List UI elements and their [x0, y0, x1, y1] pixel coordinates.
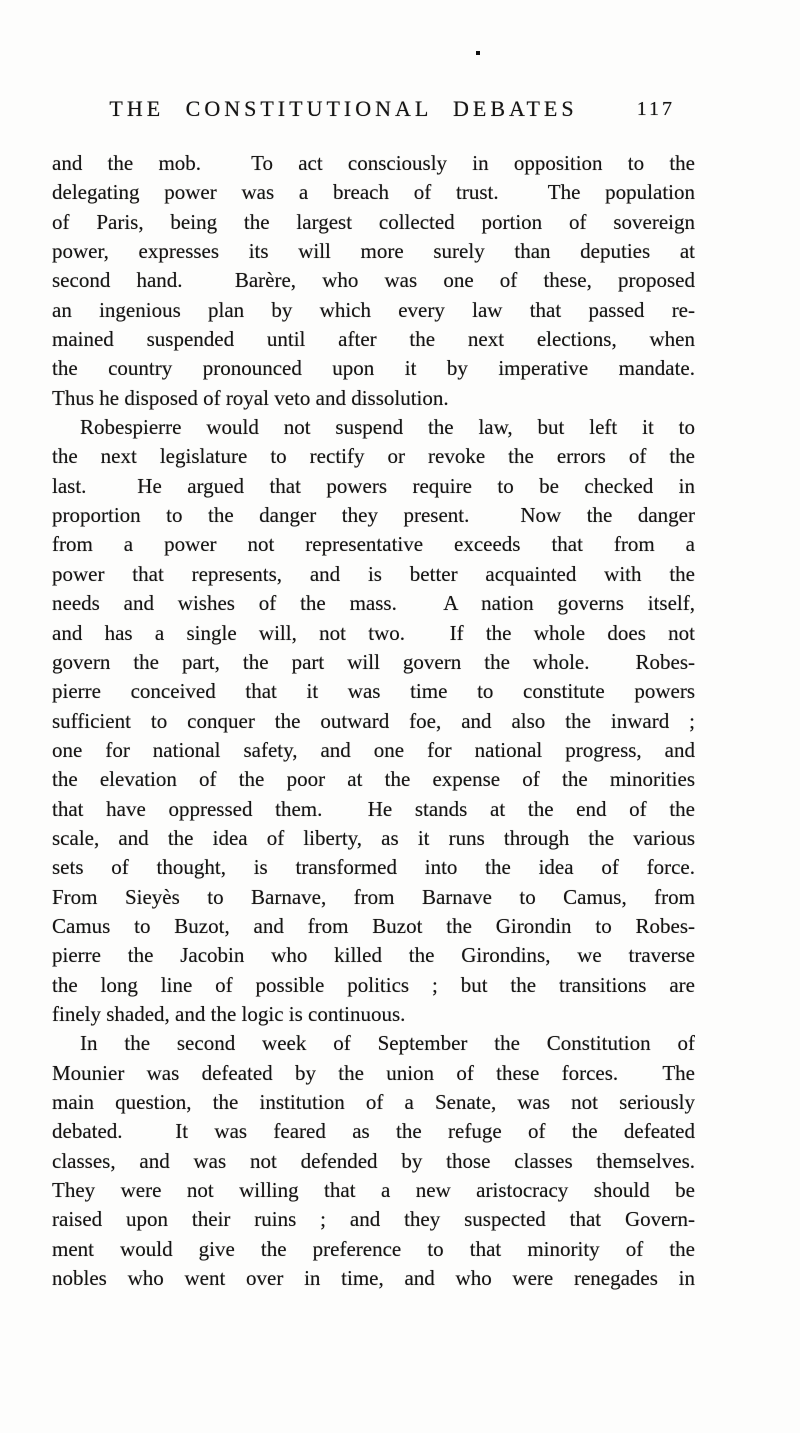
text-line: Robespierre would not suspend the law, but left it to [80, 415, 695, 440]
paragraph [52, 413, 695, 1029]
text-line: classes, and was not defended by those classes themselves. [52, 1148, 695, 1173]
text-line: pierre the Jacobin who killed the Girondins, we traverse [52, 943, 695, 968]
text-line: Camus to Buzot, and from Buzot the Girondin to Robes- [52, 913, 695, 938]
text-line: one for national safety, and one for national progress, and [52, 737, 695, 762]
text-line: last. He argued that powers require to be checked in [52, 473, 695, 498]
text-line: In the second week of September the Constitution of [80, 1031, 695, 1056]
text-line: scale, and the idea of liberty, as it runs through the various [52, 825, 695, 850]
paragraph [52, 1029, 695, 1293]
text-line: proportion to the danger they present. Now the danger [52, 503, 695, 528]
text-line: Mounier was defeated by the union of these forces. The [52, 1060, 695, 1085]
text-line: and has a single will, not two. If the whole does not [52, 620, 695, 645]
text-line: sets of thought, is transformed into the idea of force. [52, 855, 695, 880]
text-line: the elevation of the poor at the expense of the minorities [52, 767, 695, 792]
text-block [52, 149, 695, 1293]
running-head [52, 96, 695, 126]
text-line: an ingenious plan by which every law that passed re- [52, 297, 695, 322]
text-line: from a power not representative exceeds that from a [52, 532, 695, 557]
text-line: ment would give the preference to that minority of the [52, 1236, 695, 1261]
text-line: raised upon their ruins ; and they suspected that Govern- [52, 1207, 695, 1232]
ink-speck [476, 51, 480, 55]
text-line: that have oppressed them. He stands at the end of the [52, 796, 695, 821]
text-line: and the mob. To act consciously in opposition to the [52, 151, 695, 175]
text-line: debated. It was feared as the refuge of the defeated [52, 1119, 695, 1144]
text-line: sufficient to conquer the outward foe, and also the inward ; [52, 708, 695, 733]
text-line: mained suspended until after the next elections, when [52, 327, 695, 352]
text-line: the long line of possible politics ; but the transitions are [52, 972, 695, 997]
page-title: THE CONSTITUTIONAL DEBATES [109, 96, 578, 121]
text-line: They were not willing that a new aristocracy should be [52, 1178, 695, 1203]
text-line: power that represents, and is better acquainted with the [52, 561, 695, 586]
text-line: the next legislature to rectify or revoke the errors of the [52, 444, 695, 469]
page-number: 117 [636, 98, 675, 120]
text-line: nobles who went over in time, and who were renegades in [52, 1266, 695, 1291]
text-line: pierre conceived that it was time to constitute powers [52, 679, 695, 704]
text-line: main question, the institution of a Senate, was not seriously [52, 1090, 695, 1114]
text-line: second hand. Barère, who was one of these, proposed [52, 268, 695, 293]
text-line: Thus he disposed of royal veto and dissolution. [52, 385, 449, 410]
paragraph [52, 149, 695, 413]
text-line: power, expresses its will more surely than deputies at [52, 239, 695, 264]
text-line: From Sieyès to Barnave, from Barnave to Camus, from [52, 884, 695, 909]
text-line: finely shaded, and the logic is continuous. [52, 1001, 406, 1026]
text-line: the country pronounced upon it by imperative mandate. [52, 356, 695, 381]
text-line: delegating power was a breach of trust. The population [52, 180, 695, 205]
text-line: govern the part, the part will govern the whole. Robes- [52, 649, 695, 674]
text-line: needs and wishes of the mass. A nation governs itself, [52, 591, 695, 616]
text-line: of Paris, being the largest collected portion of sovereign [52, 209, 695, 234]
